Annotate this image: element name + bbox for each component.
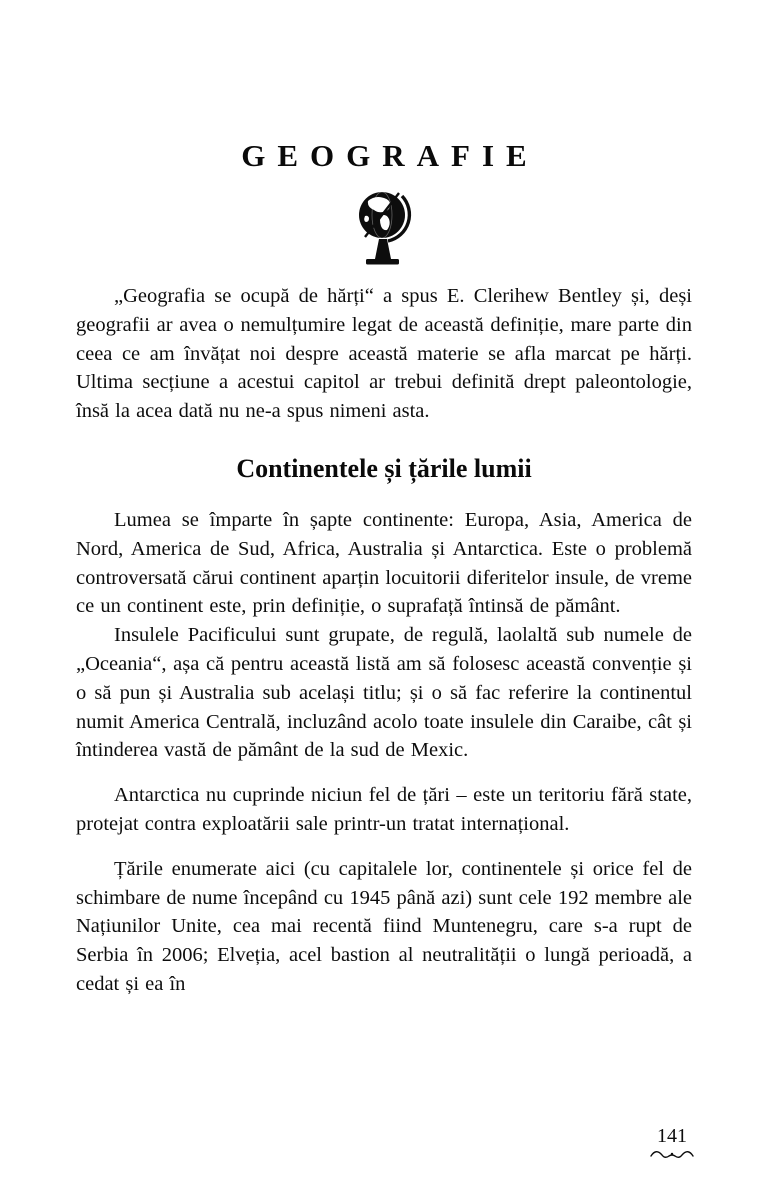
paragraph-countries: Țările enumerate aici (cu capitalele lor, continentele și orice fel de schimbare de nume începând cu 1945 până azi) sunt cele 192 membre ale Națiunilor Unite, cea mai recentă fiind Muntenegru, care s-a rupt de Serbia în 2006; Elveția, acel bastion al neutralității o lungă perioadă, a cedat și ea în — [76, 857, 692, 995]
intro-section — [76, 282, 692, 426]
globe-icon — [76, 188, 692, 270]
paragraph-antarctica: Antarctica nu cuprinde niciun fel de țări – este un teritoriu fără state, protejat contra exploatării sale printr-un tratat internațional. — [76, 784, 692, 835]
paragraph-oceania: Insulele Pacificului sunt grupate, de regulă, laolaltă sub numele de „Oceania“, așa că pentru această listă am să folosesc această convenție și o să pun și Australia sub același titlu; și o să fac referire la continentul numit America Centrală, incluzând acolo toate insulele din Caraibe, cât și întinderea vastă de pământ de la sud de Mexic. — [76, 624, 692, 762]
section-heading: Continentele și țările lumii — [236, 453, 532, 483]
intro-paragraph: „Geografia se ocupă de hărți“ a spus E. Clerihew Bentley și, deși geografii ar avea o nemulțumire legat de această definiție, mare parte din ceea ce am învățat noi despre această materie se afla marcat pe hărți. Ultima secțiune a acestui capitol ar trebui definită drept paleontologie, însă la acea dată nu ne-a spus nimeni asta. — [76, 285, 692, 423]
page-footer — [642, 1125, 702, 1161]
flourish-ornament-icon — [642, 1149, 702, 1161]
chapter-title: GEOGRAFIE — [241, 138, 539, 173]
body-section — [76, 506, 692, 999]
paragraph-continents: Lumea se împarte în șapte continente: Europa, Asia, America de Nord, America de Sud, Africa, Australia și Antarctica. Este o problemă controversată cărui continent aparțin locuitorii diferitelor insule, de vreme ce un continent este, prin definiție, o suprafață întinsă de pământ. — [76, 508, 692, 618]
page-number: 141 — [657, 1125, 687, 1147]
